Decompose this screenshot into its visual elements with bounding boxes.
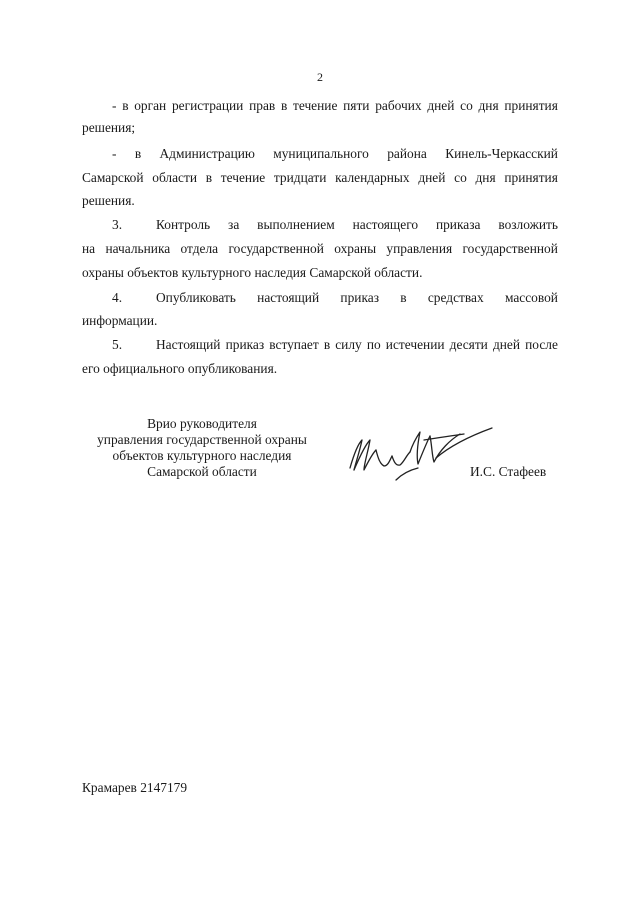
text-line: его официального опубликования. (82, 361, 278, 376)
word: Самарской (82, 170, 144, 185)
word: за (228, 217, 240, 232)
word: области (152, 170, 198, 185)
word: возложить (498, 217, 558, 232)
word: десяти (449, 337, 488, 352)
word: течение (220, 170, 266, 185)
executor-note: Крамарев 2147179 (82, 780, 188, 795)
word: района (387, 146, 427, 161)
word: охраны (334, 241, 377, 256)
word: начальника (105, 241, 171, 256)
text-line (112, 146, 558, 162)
word: в (400, 290, 407, 305)
word: Контроль (156, 217, 211, 232)
word: управления (386, 241, 453, 256)
text-line: информации. (82, 313, 158, 328)
word: календарных (335, 170, 410, 185)
signatory-title (82, 416, 322, 480)
word: дня (475, 170, 496, 185)
word: орган (134, 98, 167, 113)
word: пяти (343, 98, 370, 113)
word: Опубликовать (156, 290, 236, 305)
signatory-title-line: Врио руководителя (147, 416, 257, 431)
word: в (280, 98, 288, 113)
text-line: охраны объектов культурного наследия Самарской области. (82, 265, 423, 280)
list-item-4 (112, 290, 558, 306)
list-item-number: 4. (112, 290, 123, 305)
signatory-title-line: Самарской области (147, 464, 257, 479)
word: по (366, 337, 381, 352)
word: рабочих (375, 98, 422, 113)
list-item-5 (112, 337, 558, 353)
word: тридцати (273, 170, 327, 185)
word: дней (492, 337, 521, 352)
word: со (460, 98, 473, 113)
word: массовой (504, 290, 558, 305)
word: муниципального (273, 146, 369, 161)
word: со (454, 170, 467, 185)
word: средствах (427, 290, 484, 305)
word: течение (292, 98, 338, 113)
word: выполнением (257, 217, 335, 232)
text-line: решения. (82, 193, 135, 208)
word: в (122, 98, 129, 113)
list-item-number: 3. (112, 217, 123, 232)
word: прав (249, 98, 276, 113)
word: Администрацию (159, 146, 255, 161)
page-number: 2 (317, 70, 323, 84)
signatory-title-line: объектов культурного наследия (112, 448, 292, 463)
word: государственной (462, 241, 558, 256)
word: настоящий (257, 290, 320, 305)
text-line (112, 98, 558, 114)
text-line: решения; (82, 120, 136, 135)
word: истечении (385, 337, 445, 352)
word: в (134, 146, 142, 161)
word: принятия (504, 98, 558, 113)
list-item-text (156, 337, 558, 353)
word: приказа (435, 217, 481, 232)
list-item-number: 5. (112, 337, 123, 352)
word: после (525, 337, 558, 352)
list-item-text (156, 217, 558, 233)
word: Настоящий (156, 337, 221, 352)
word: настоящего (352, 217, 419, 232)
word: приказ (340, 290, 379, 305)
word: отдела (180, 241, 219, 256)
signatory-title-line: управления государственной охраны (97, 432, 307, 447)
text-line (82, 241, 558, 257)
word: государственной (228, 241, 324, 256)
word: силу (335, 337, 362, 352)
word: регистрации (171, 98, 244, 113)
word: дней (427, 98, 455, 113)
word: принятия (504, 170, 558, 185)
word: на (82, 241, 96, 256)
signer-name: И.С. Стафеев (470, 464, 547, 479)
list-item-3 (112, 217, 558, 233)
word: в (323, 337, 331, 352)
list-item-text (156, 290, 558, 306)
word: Кинель-Черкасский (445, 146, 558, 161)
word: вступает (269, 337, 319, 352)
word: - (112, 146, 117, 161)
word: дней (418, 170, 446, 185)
word: дня (478, 98, 499, 113)
word: приказ (225, 337, 265, 352)
text-line (82, 170, 558, 186)
word: в (205, 170, 213, 185)
word: - (112, 98, 117, 113)
